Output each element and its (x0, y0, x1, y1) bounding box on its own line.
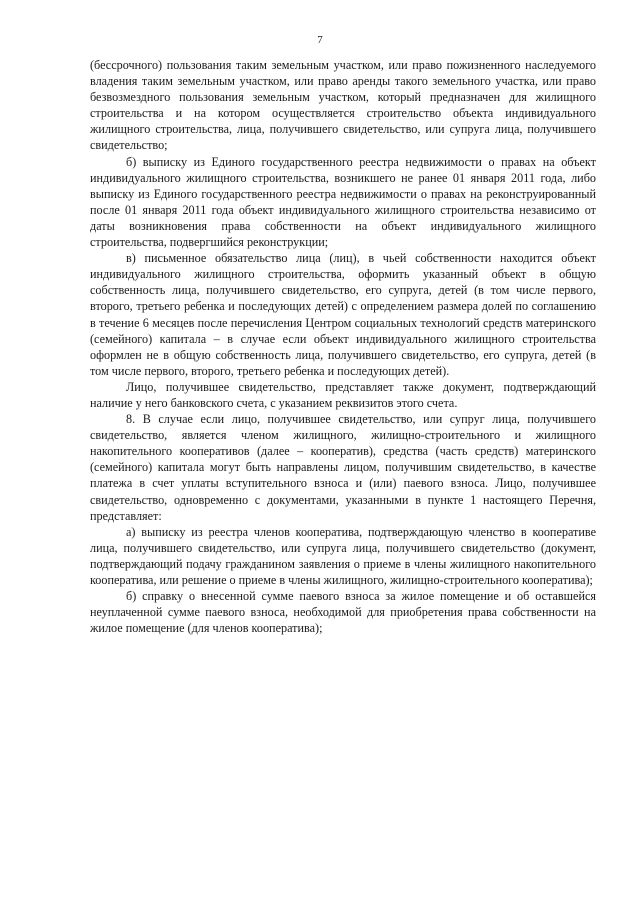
paragraph-item-v-written-obligation: в) письменное обязательство лица (лиц), в чьей собственности находится объект индивидуального жилищного строительства, оформить указанный объект в общую собственность лица, получившего свидетельство, его супруга, детей (в том числе первого, второго, третьего ребенка и последующих детей) с определением размера долей по соглашению в течение 6 месяцев после перечисления Центром социальных технологий средств материнского (семейного) капитала – в случае если объект индивидуального жилищного строительства оформлен не в общую собственность лица, получившего свидетельство, его супруга, детей (в том числе первого, второго, третьего ребенка и последующих детей). (90, 251, 596, 378)
page-number: 7 (317, 34, 323, 46)
document-body (90, 57, 596, 636)
paragraph-item-b-registry-extract: б) выписку из Единого государственного реестра недвижимости о правах на объект индивидуального жилищного строительства, возникшего не ранее 01 января 2011 года, либо выписку из Единого государственного реестра недвижимости о правах на реконструированный после 01 января 2011 года объект индивидуального жилищного строительства независимо от даты возникновения права собственности на объект индивидуального жилищного строительства, подвергшийся реконструкции; (90, 154, 596, 250)
paragraph-clause-8-cooperative: 8. В случае если лицо, получившее свидетельство, или супруг лица, получившего свидетельство, является членом жилищного, жилищно-строительного и жилищного накопительного кооперативов (далее – кооператив), средства (часть средств) материнского (семейного) капитала могут быть направлены лицом, получившим свидетельство, в качестве платежа в счет уплаты вступительного взноса и (или) паевого взноса. Лицо, получившее свидетельство, одновременно с документами, указанными в пункте 1 настоящего Перечня, представляет: (90, 412, 596, 523)
paragraph-continuation: (бессрочного) пользования таким земельным участком, или право пожизненного наследуемого владения таким земельным участком, или право аренды такого земельного участка, или право безвозмездного пользования земельным участком, который предназначен для жилищного строительства и на котором осуществляется строительство объекта индивидуального жилищного строительства, лица, получившего свидетельство, или супруга лица, получившего свидетельство; (90, 58, 596, 153)
paragraph-item-b-share-payment: б) справку о внесенной сумме паевого взноса за жилое помещение и об оставшейся неуплаченной сумме паевого взноса, необходимой для приобретения права собственности на жилое помещение (для членов кооператива); (90, 589, 596, 636)
paragraph-bank-account: Лицо, получившее свидетельство, представляет также документ, подтверждающий наличие у него банковского счета, с указанием реквизитов этого счета. (90, 379, 596, 410)
paragraph-item-a-member-registry: а) выписку из реестра членов кооператива, подтверждающую членство в кооперативе лица, получившего свидетельство, или супруга лица, получившего свидетельство (документ, подтверждающий подачу гражданином заявления о приеме в члены жилищного накопительного кооператива, или решение о приеме в члены жилищного, жилищно-строительного кооператива); (90, 524, 596, 587)
